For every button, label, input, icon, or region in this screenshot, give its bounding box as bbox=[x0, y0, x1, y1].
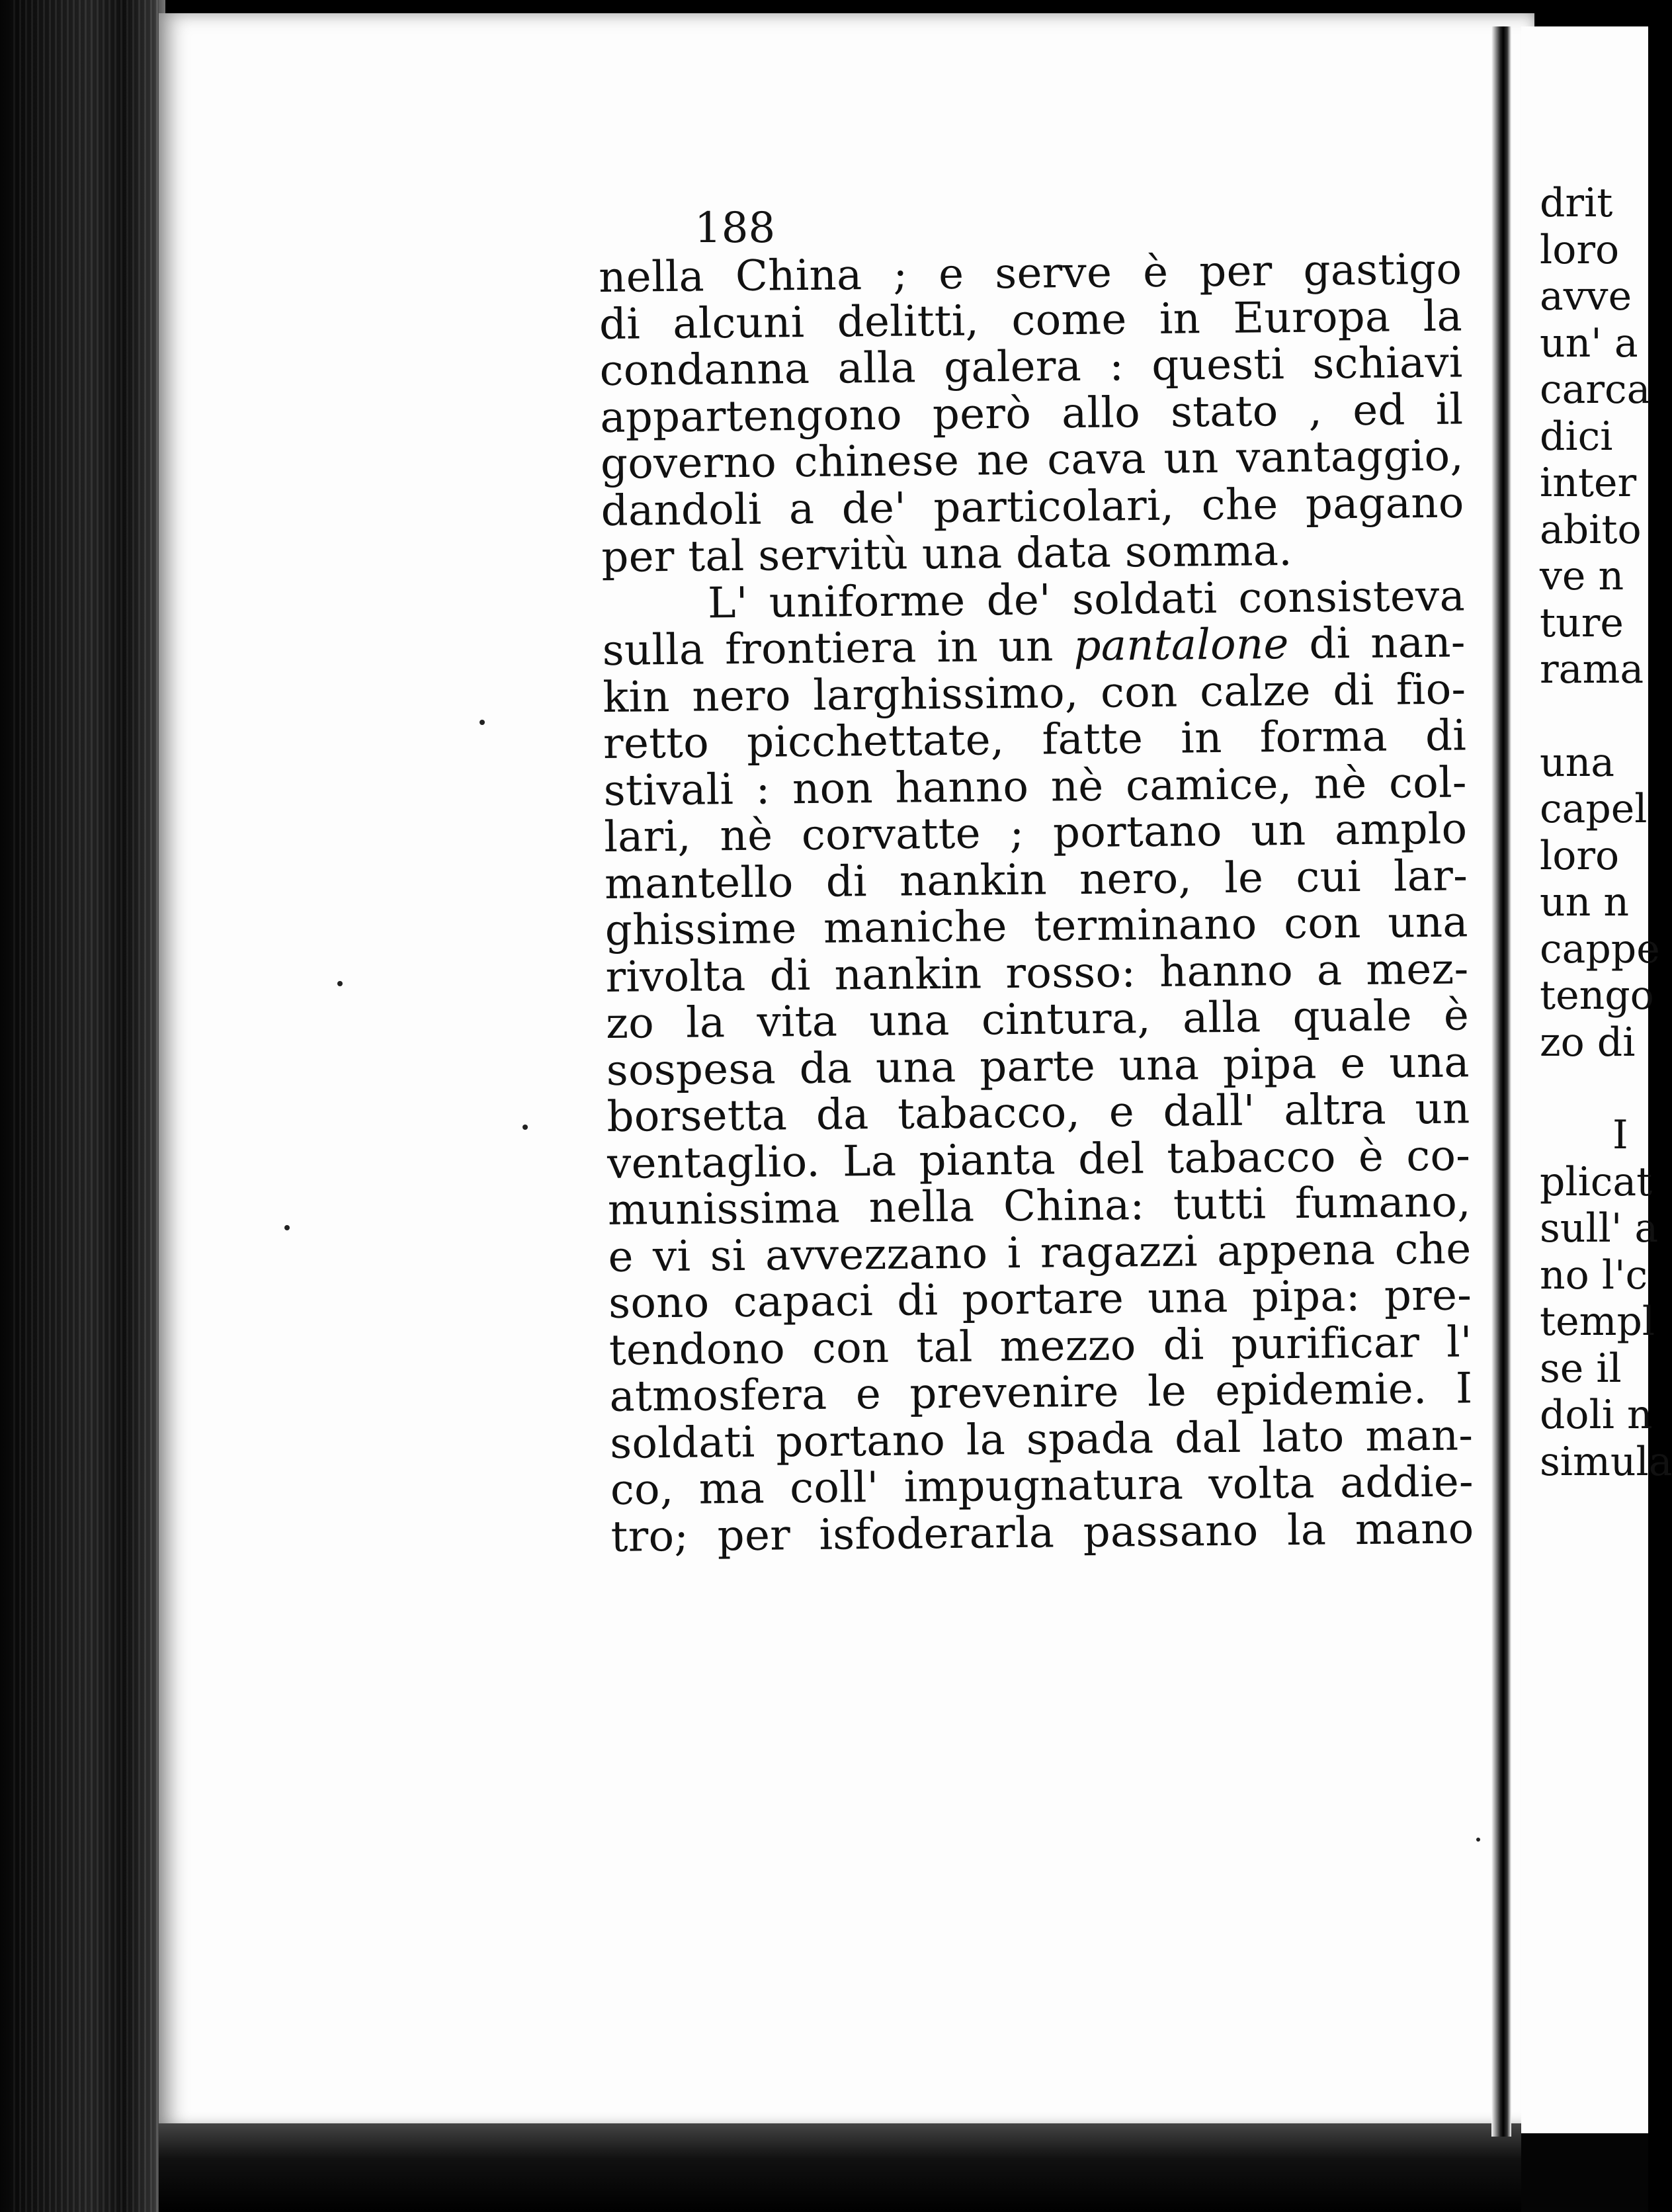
facing-line: no l'c bbox=[1540, 1252, 1648, 1298]
text-line: tro; per isfoderarla passano la mano bbox=[610, 1504, 1474, 1562]
text-line: soldati portano la spada dal lato man- bbox=[609, 1410, 1474, 1468]
facing-line: ture bbox=[1540, 599, 1624, 646]
text-line: borsetta da tabacco, e dall' altra un bbox=[606, 1084, 1470, 1142]
text-line: lari, nè corvatte ; portano un amplo bbox=[604, 804, 1468, 862]
text-line: tendono con tal mezzo di purificar l' bbox=[608, 1317, 1473, 1375]
facing-line: cappe bbox=[1540, 925, 1660, 972]
facing-line: un n bbox=[1540, 879, 1629, 925]
text-line: di alcuni delitti, come in Europa la bbox=[599, 291, 1463, 349]
paper-speck bbox=[522, 1125, 528, 1130]
facing-line: dici bbox=[1540, 413, 1613, 460]
paper-speck bbox=[284, 1225, 290, 1230]
facing-line: un' a bbox=[1540, 319, 1638, 366]
facing-line: abito bbox=[1540, 506, 1642, 553]
facing-line: una bbox=[1540, 739, 1615, 786]
text-line: condanna alla galera : questi schiavi bbox=[599, 338, 1463, 396]
text-line: stivali : non hanno nè camice, nè col- bbox=[603, 757, 1468, 816]
text-line: e vi si avvezzano i ragazzi appena che bbox=[608, 1224, 1472, 1282]
facing-line: avve bbox=[1540, 273, 1632, 319]
binding-texture bbox=[13, 0, 159, 2212]
text-line: mantello di nankin nero, le cui lar- bbox=[604, 851, 1468, 909]
text-line: kin nero larghissimo, con calze di fio- bbox=[603, 664, 1466, 722]
text-line: munissima nella China: tutti fumano, bbox=[607, 1177, 1472, 1235]
text-line: co, ma coll' impugnatura volta addie- bbox=[610, 1457, 1474, 1515]
paper-speck bbox=[480, 720, 485, 725]
text-line: appartengono però allo stato , ed il bbox=[600, 384, 1464, 443]
text-segment: sulla frontiera in un bbox=[602, 622, 1074, 675]
facing-line: I bbox=[1612, 1112, 1628, 1158]
text-line: dandoli a de' particolari, che pagano bbox=[601, 478, 1465, 536]
text-line: sono capaci di portare una pipa: pre- bbox=[608, 1271, 1472, 1328]
facing-line: drit bbox=[1540, 180, 1613, 226]
facing-line: tengo bbox=[1540, 972, 1654, 1019]
text-line: zo la vita una cintura, alla quale è bbox=[605, 991, 1470, 1048]
facing-line: loro bbox=[1540, 832, 1620, 879]
facing-line: se il bbox=[1540, 1345, 1622, 1392]
page-fold bbox=[1491, 26, 1511, 2137]
page-bottom-edge bbox=[159, 2123, 1534, 2212]
italic-word: pantalone bbox=[1073, 620, 1289, 671]
facing-line: capel bbox=[1540, 786, 1648, 832]
text-line: retto picchettate, fatte in forma di bbox=[603, 711, 1467, 769]
facing-page-text bbox=[1540, 180, 1672, 1485]
body-text bbox=[599, 246, 1474, 1560]
paper-speck bbox=[1476, 1838, 1480, 1842]
paper-speck bbox=[337, 981, 343, 986]
facing-page-bottom-edge bbox=[1521, 2133, 1648, 2212]
text-line: rivolta di nankin rosso: hanno a mez- bbox=[605, 944, 1469, 1002]
text-line: ventaglio. La pianta del tabacco è co- bbox=[606, 1130, 1471, 1189]
page-number: 188 bbox=[694, 204, 776, 253]
text-segment: di nan- bbox=[1288, 618, 1466, 669]
facing-line: inter bbox=[1540, 460, 1637, 506]
text-line: sospesa da una parte una pipa e una bbox=[606, 1037, 1470, 1095]
paragraph-start-line: L' uniforme de' soldati consisteva bbox=[707, 571, 1466, 628]
text-line: nella China ; e serve è per gastigo bbox=[598, 245, 1462, 302]
facing-line: templ bbox=[1540, 1298, 1655, 1345]
facing-line: carca bbox=[1540, 366, 1651, 413]
text-line: atmosfera e prevenire le epidemie. I bbox=[609, 1364, 1473, 1422]
text-line: governo chinese ne cava un vantaggio, bbox=[600, 431, 1464, 489]
facing-line: simula bbox=[1540, 1438, 1672, 1485]
facing-line: sull' a bbox=[1540, 1205, 1659, 1252]
text-line: ghissime maniche terminano con una bbox=[605, 898, 1469, 955]
facing-line: zo di bbox=[1540, 1019, 1636, 1066]
facing-page bbox=[1521, 26, 1672, 2137]
facing-line: ve n bbox=[1540, 553, 1624, 599]
facing-line: loro bbox=[1540, 226, 1620, 273]
facing-line: plicat bbox=[1540, 1158, 1653, 1205]
facing-line: rama bbox=[1540, 646, 1644, 693]
facing-line: doli n bbox=[1540, 1392, 1653, 1438]
text-line: per tal servitù una data somma. bbox=[601, 526, 1293, 582]
